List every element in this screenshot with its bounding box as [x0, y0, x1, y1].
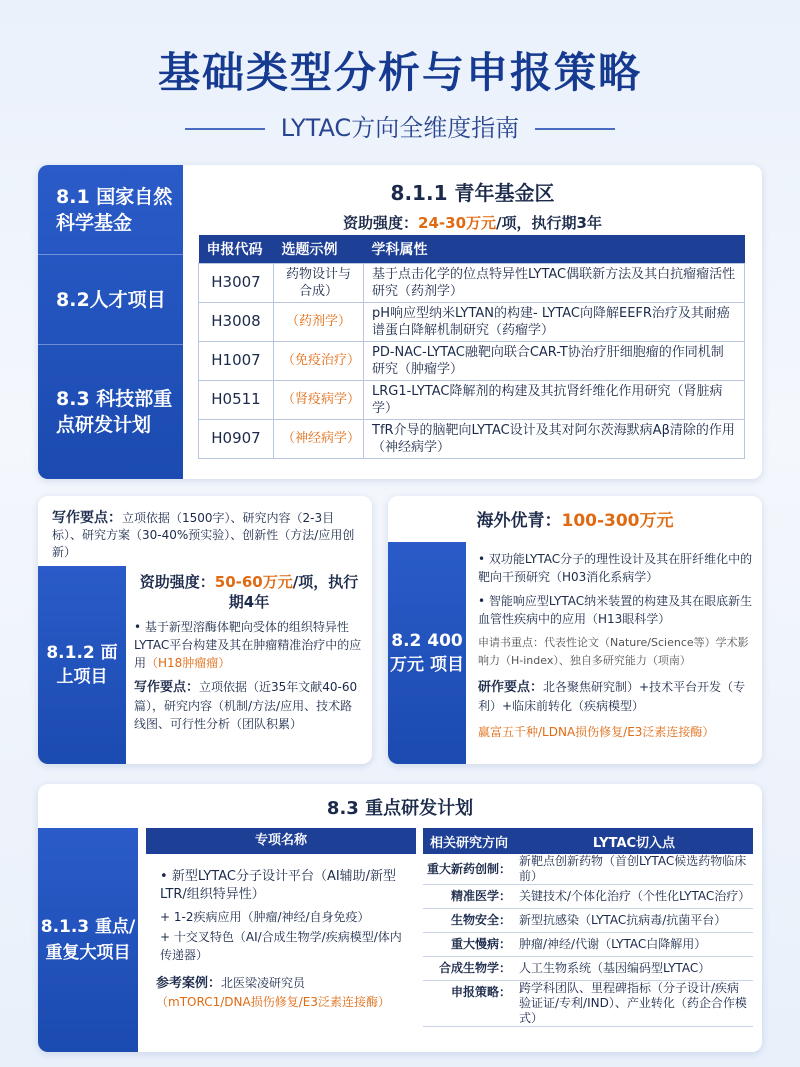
bullet-tag: （H18肿瘤瘤） — [146, 656, 231, 670]
col-header: 申报代码 — [199, 235, 274, 263]
overseas-footer: 赢富五千种/LDNA损伤修复/E3泛素连接酶） — [478, 725, 715, 739]
table-row — [423, 933, 753, 957]
overseas-content — [478, 550, 754, 741]
value-cell: 关键技术/个体化治疗（个性化LYTAC治疗） — [515, 885, 753, 909]
table-row — [199, 380, 745, 419]
youth-funding — [183, 212, 762, 233]
overseas-side-label: 8.2 400万元 项目 — [388, 542, 466, 764]
table-row — [199, 302, 745, 341]
divider — [535, 128, 615, 130]
key-cell: 生物安全： — [423, 909, 515, 933]
writing-points — [52, 510, 362, 561]
code-cell: H3007 — [199, 263, 274, 302]
col-header: 选题示例 — [274, 235, 364, 263]
desc-cell: pH响应型纳米LYTAN的构建- LYTAC向降解EEFR治疗及其耐癌谱蛋白降解机制研究（药瘤学） — [364, 302, 745, 341]
code-cell: H1007 — [199, 341, 274, 380]
youth-header — [183, 177, 762, 233]
example-cell: （免疫治疗） — [274, 341, 364, 380]
overseas-heading — [388, 506, 762, 531]
value-cell: 肿瘤/神经/代谢（LYTAC白降解用） — [515, 933, 753, 957]
key-cell: 合成生物学： — [423, 957, 515, 981]
heading-prefix: 海外优青： — [476, 511, 562, 531]
example-cell: （药剂学） — [274, 302, 364, 341]
key-heading: 8.3 重点研发计划 — [326, 798, 474, 819]
funding-value: 24-30万元 — [418, 214, 497, 232]
platform-list — [146, 854, 416, 964]
general-side-label: 8.1.2 面上项目 — [38, 566, 126, 764]
bullet-text: 双功能LYTAC分子的理性设计及其在肝纤维化中的靶向干预研究（H03消化系病学） — [478, 552, 753, 584]
desc-cell: 基于点击化学的位点特异性LYTAC偶联新方法及其白抗瘤瘤活性研究（药剂学） — [364, 263, 745, 302]
divider — [185, 128, 265, 130]
side-nav — [38, 165, 183, 479]
code-cell: H0907 — [199, 419, 274, 458]
page-title: 基础类型分析与申报策略 — [157, 48, 642, 97]
col-header: 专项名称 — [146, 828, 416, 854]
key-cell: 精准医学： — [423, 885, 515, 909]
funding-prefix: 资助强度： — [139, 573, 215, 591]
subtitle-text: LYTAC方向全维度指南 — [280, 114, 520, 142]
writing-text: 立项依据（1500字）、研究内容（2-3目标）、研究方案（30-40%预实验）、创新性（方法/应用创新） — [52, 511, 355, 559]
col-header: 学科属性 — [364, 235, 745, 263]
writing-points-2 — [134, 678, 364, 733]
general-content — [134, 572, 364, 733]
funding-value: 50-60万元 — [214, 573, 293, 591]
case-text: 北医梁凌研究员 — [221, 976, 306, 990]
youth-table — [198, 235, 745, 459]
code-cell: H3008 — [199, 302, 274, 341]
general-bullet: • 基于新型溶酶体靶向受体的组织特异性LYTAC平台构建及其在肿瘤精准治疗中的应用（H18肿瘤瘤） — [134, 620, 362, 670]
bullet-text: 智能响应型LYTAC纳米装置的构建及其在眼底新生血管性疾病中的应用（H13眼科学） — [478, 594, 753, 626]
side-item-key-rd[interactable]: 8.3 科技部重点研发计划 — [56, 388, 173, 436]
item-text: 新型LYTAC分子设计平台（AI辅助/新型LTR/组织特异性） — [160, 869, 397, 902]
key-rd-card — [38, 784, 762, 1052]
page-subtitle — [0, 108, 800, 143]
platform-column — [146, 828, 416, 1011]
funding-suffix: /项，执行期4年 — [228, 573, 359, 611]
table-row — [423, 957, 753, 981]
list-item: + 1-2疾病应用（肿瘤/神经/自身免疫） — [160, 910, 370, 924]
list-item: • 智能响应型LYTAC纳米装置的构建及其在眼底新生血管性疾病中的应用（H13眼科学） — [478, 594, 753, 626]
writing-label: 研作要点： — [478, 680, 544, 695]
overseas-card — [388, 496, 762, 764]
bullet-text: 基于新型溶酶体靶向受体的组织特异性LYTAC平台构建及其在肿瘤精准治疗中的应用 — [134, 620, 362, 670]
reference-case — [146, 964, 416, 1011]
value-cell: 人工生物系统（基因编码型LYTAC） — [515, 957, 753, 981]
youth-heading: 8.1.1 青年基金区 — [390, 181, 555, 205]
table-row — [199, 419, 745, 458]
application-note: 申请书重点：代表性论文（Nature/Science等）学术影响力（H-index）、独自多研究能力（项南） — [478, 636, 749, 667]
list-item: • 新型LYTAC分子设计平台（AI辅助/新型LTR/组织特异性） — [160, 869, 397, 902]
example-cell: （神经病学） — [274, 419, 364, 458]
list-item: + 十交叉特色（AI/合成生物学/疾病模型/体内传递器） — [160, 930, 402, 962]
code-cell: H0511 — [199, 380, 274, 419]
table-row — [423, 981, 753, 1027]
table-row — [423, 854, 753, 885]
table-row — [199, 263, 745, 302]
table-row — [423, 885, 753, 909]
desc-cell: TfR介导的脑靶向LYTAC设计及其对阿尔茨海默病Aβ清除的作用（神经病学） — [364, 419, 745, 458]
value-cell: 跨学科团队、里程碑指标（分子设计/疾病验证证/专利/IND）、产业转化（药企合作模式） — [515, 981, 753, 1027]
case-tag: （mTORC1/DNA损伤修复/E3泛素连接酶） — [156, 995, 390, 1009]
key-table — [423, 828, 753, 1027]
key-cell: 申报策略： — [423, 981, 515, 1027]
general-project-card — [38, 496, 372, 764]
general-funding — [134, 572, 364, 612]
key-cell: 重大慢病： — [423, 933, 515, 957]
list-item: • 双功能LYTAC分子的理性设计及其在肝纤维化中的靶向干预研究（H03消化系病学） — [478, 552, 753, 584]
funding-suffix: /项，执行期3年 — [496, 214, 602, 232]
col-header: 相关研究方向 — [423, 828, 515, 854]
writing-points-3 — [478, 678, 754, 715]
desc-cell: PD-NAC-LYTAC融靶向联合CAR-T协治疗肝细胞瘤的作同机制研究（肿瘤学） — [364, 341, 745, 380]
desc-cell: LRG1-LYTAC降解剂的构建及其抗肾纤维化作用研究（肾脏病学） — [364, 380, 745, 419]
key-side-label: 8.1.3 重点/重复大项目 — [38, 828, 138, 1052]
heading-value: 100-300万元 — [561, 511, 674, 531]
writing-text: 立项依据（近35年文献40-60篇），研究内容（机制/方法/应用、技术路线图、可行性分析（团队积累） — [134, 680, 358, 731]
side-item-talent[interactable]: 8.2人才项目 — [38, 255, 183, 345]
funding-prefix: 资助强度： — [343, 214, 419, 232]
example-cell: （肾疫病学） — [274, 380, 364, 419]
side-item-nsfc[interactable]: 8.1 国家自然科学基金 — [38, 165, 183, 255]
col-header: LYTAC切入点 — [515, 828, 753, 854]
value-cell: 新靶点创新药物（首创LYTAC候选药物临床前） — [515, 854, 753, 885]
key-cell: 重大新药创制： — [423, 854, 515, 885]
example-cell: 药物设计与合成） — [274, 263, 364, 302]
table-row — [423, 909, 753, 933]
value-cell: 新型抗感染（LYTAC抗病毒/抗菌平台） — [515, 909, 753, 933]
writing-text: 北各聚焦研究制）+技术平台开发（专利）+临床前转化（疾病模型） — [478, 680, 746, 713]
writing-label: 写作要点： — [134, 680, 200, 695]
case-label: 参考案例： — [156, 976, 222, 991]
table-row — [199, 341, 745, 380]
writing-label: 写作要点： — [52, 510, 122, 526]
